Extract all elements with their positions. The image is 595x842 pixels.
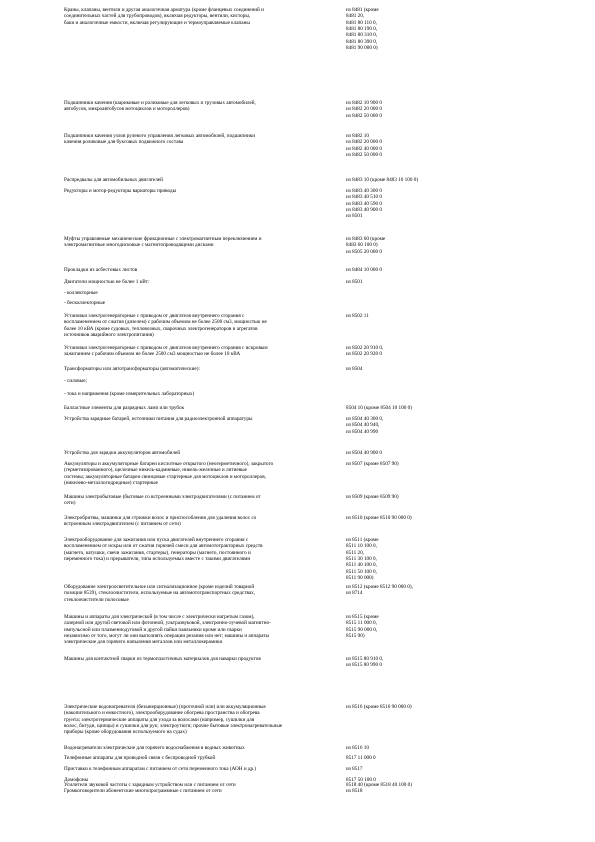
table-row: [64, 782, 534, 788]
description-line: стеклоочистители полосовые: [64, 596, 129, 603]
item-description: [64, 614, 346, 646]
code-line: из 8481 (кроме: [346, 7, 379, 13]
code-line: из 8502 20 920 0: [346, 351, 382, 358]
item-description: [64, 290, 346, 296]
item-description: [64, 704, 346, 736]
item-description: [64, 584, 346, 603]
description-line: Приставки к телефонным аппаратам с питанием от сети переменного тока (АОН и др.): [64, 766, 257, 772]
item-description: [64, 755, 346, 761]
table-row: [64, 279, 534, 285]
item-description: [64, 267, 346, 273]
description-line: баки и аналогичные емкости, включая регулирующие и термоуправляемые клапаны: [64, 19, 250, 26]
table-row: [64, 267, 534, 273]
code-line: 8511 10 100 0,: [346, 543, 377, 550]
table-row: [64, 755, 534, 761]
description-line: Подшипники качения (шариковые и роликовые для легковых и грузовых автомобилей,: [64, 100, 256, 106]
description-line: - бесколлекторные: [64, 300, 105, 306]
code-line: 8511 30 100 0,: [346, 556, 377, 563]
code-line: из 8483 10 (кроме 8483 10 100 0): [346, 177, 419, 183]
tn-ved-code: [346, 188, 526, 220]
item-description: [64, 100, 346, 119]
item-description: [64, 405, 346, 411]
description-line: соединительных частей для трубопроводов), включая редукторы, вентили, кисторы,: [64, 13, 251, 20]
description-line: Муфты управляемые механические фрикционные с электромагнитным переключением и: [64, 236, 262, 242]
code-line: из 8501: [346, 213, 363, 220]
description-line: - тока и напряжения (кроме измерительных лабораторных): [64, 391, 195, 397]
code-line: 8483 60 100 0): [346, 242, 378, 249]
item-description: [64, 494, 346, 507]
code-line: 8481 80 310 0,: [346, 32, 378, 39]
description-line: Балластные элементы для разрядных ламп или трубок: [64, 405, 185, 411]
table-row: [64, 100, 534, 119]
item-description: [64, 515, 346, 528]
code-line: из 8504 40 900 0: [346, 450, 382, 456]
tn-ved-code: [346, 755, 526, 761]
table-row: [64, 300, 534, 306]
description-line: Машины и аппараты для электрической (в том числе с электрически нагретым газом),: [64, 614, 255, 620]
item-description: [64, 279, 346, 285]
code-line: 8518 40 (кроме 8518 40 100 0): [346, 782, 412, 788]
description-line: Усилители звуковой частоты с зарядным устройством или с питанием от сети: [64, 782, 236, 788]
tn-ved-code: [346, 537, 526, 581]
table-row: [64, 450, 534, 456]
code-line: 8481 20,: [346, 13, 365, 20]
code-line: из 8504: [346, 366, 363, 372]
table-row: [64, 7, 534, 51]
code-line: 8481 80 190 0,: [346, 26, 378, 33]
description-line: Электрооборудование для зажигания или пуска двигателей внутреннего сгорания с: [64, 537, 249, 543]
item-description: [64, 177, 346, 183]
code-line: из 8483 40 510 0: [346, 194, 382, 201]
code-line: из 8502 20 910 0,: [346, 345, 384, 351]
tn-ved-code: [346, 100, 526, 119]
description-line: автобусов, микроавтобусов мотоциклов и мотороллеров): [64, 106, 190, 113]
table-row: [64, 656, 534, 669]
code-line: 8504 10 (кроме 8504 10 100 0): [346, 405, 412, 411]
description-line: Электрические водонагреватели (безынерционные) (проточной или) или аккумуляционные: [64, 704, 266, 710]
code-line: из 8507 (кроме 8507 90): [346, 461, 399, 467]
description-line: электромагнитные многодисковые с магнитопроводящими дисками: [64, 242, 214, 249]
table-row: [64, 515, 534, 528]
table-row: [64, 366, 534, 372]
item-description: [64, 391, 346, 397]
description-line: Прокладки из асбестовых листов: [64, 267, 138, 273]
tn-ved-code: [346, 378, 526, 384]
description-line: Распредвалы для автомобильных двигателей: [64, 177, 163, 183]
tn-ved-code: [346, 267, 526, 273]
description-line: Редукторы и мотор-редукторы вариаторы приводы: [64, 188, 177, 194]
description-line: Установки электрогенераторные с приводом от двигателя внутреннего сгорания с: [64, 313, 245, 319]
description-line: (накопительного и емкостного), электрооборудование обогрева пространства и обогрева: [64, 710, 260, 717]
description-line: позиции 8539), стеклоочистители, используемые на автомототранспортных средствах,: [64, 590, 256, 597]
description-line: Трансформаторы или автотрансформаторы (автоматические):: [64, 366, 200, 372]
code-line: 8511 40 100 0,: [346, 562, 377, 569]
item-description: [64, 656, 346, 669]
code-line: 8517 50 100 0: [346, 777, 376, 783]
code-line: 8511 20,: [346, 549, 364, 556]
code-line: из 8714: [346, 590, 363, 597]
description-line: Водонагреватели электрические для горячего водоснабжения в водных животных: [64, 745, 245, 751]
description-line: независимо от того, могут ли они выполнять операции резания или нет; машины и аппараты: [64, 633, 270, 640]
tn-ved-code: [346, 177, 526, 183]
code-line: из 8483 40 590 0: [346, 200, 382, 207]
description-line: Электробритвы, машинки для стрижки волос и приспособления для удаления волос со: [64, 515, 257, 521]
tn-ved-code: [346, 7, 526, 51]
item-description: [64, 313, 346, 338]
description-line: - коллекторные: [64, 290, 98, 296]
code-line: 8515 11 000 0,: [346, 620, 377, 627]
code-line: 8481 80 110 0,: [346, 19, 377, 26]
tn-ved-code: [346, 461, 526, 486]
item-description: [64, 745, 346, 751]
table-row: [64, 766, 534, 772]
code-line: 8517 11 000 0: [346, 755, 376, 761]
table-row: [64, 378, 534, 384]
code-line: из 8517: [346, 766, 363, 772]
description-line: источников аварийного электропитания): [64, 332, 154, 339]
description-line: встроенным электродвигателем (с питанием от сети): [64, 521, 181, 528]
description-line: переменного тока) и прерыватели, типа используемых вместе с такими двигателями: [64, 556, 251, 563]
description-line: - силовые;: [64, 378, 87, 384]
item-description: [64, 766, 346, 772]
description-line: системы; аккумуляторные батареи свинцовые стартерные для мотоциклов и мотороллеров,: [64, 473, 266, 480]
table-row: [64, 704, 534, 736]
tn-ved-code: [346, 766, 526, 772]
description-line: Домофоны: [64, 777, 89, 783]
code-line: из 8482 20 000 0: [346, 139, 382, 146]
description-line: Телефонные аппараты для проводной связи с беспроводной трубкой: [64, 755, 216, 761]
code-line: из 8482 50 000 0: [346, 112, 382, 119]
code-line: из 8504 40 300 0,: [346, 416, 384, 422]
tn-ved-code: [346, 366, 526, 372]
table-row: [64, 788, 534, 794]
description-line: Устройства зарядные батарей, источники питания для радиоэлектронной аппаратуры: [64, 416, 253, 422]
code-line: 8511 50 100 0,: [346, 568, 377, 575]
item-description: [64, 450, 346, 456]
code-line: из 8515 (кроме: [346, 614, 379, 620]
description-line: зажиганием с рабочим объемом не более 2500 см3 мощностью не более 10 кВА: [64, 351, 241, 358]
code-line: из 8482 50 000 0: [346, 152, 382, 159]
description-line: Машины для контактной сварки из термопластичных материалов для наварки продуктов: [64, 656, 261, 662]
code-line: из 8482 20 000 0: [346, 106, 382, 113]
table-row: [64, 537, 534, 581]
table-row: [64, 405, 534, 411]
description-line: (герметизированного), щелочные никель-кадмиевые, никель-железные и литиевые: [64, 467, 247, 474]
description-line: воспламенением от сжатия (дизелем) с рабочим объемом не более 2500 см3, мощностью не: [64, 319, 267, 326]
description-line: Аккумуляторы и аккумуляторные батареи кислотные открытого (неогерметичного), закрытого: [64, 461, 274, 467]
code-line: из 8482 10 900 0: [346, 100, 382, 106]
code-line: 8481 80 390 0,: [346, 38, 378, 45]
item-description: [64, 461, 346, 486]
description-line: Установки электрогенераторные с приводом от двигателя внутреннего сгорания с искровым: [64, 345, 268, 351]
code-line: из 8518: [346, 788, 363, 794]
code-line: из 8484 10 000 0: [346, 267, 382, 273]
code-line: из 8482 10: [346, 133, 369, 139]
description-line: более 10 кВА (кроме судовых, тепловозных, сварочных электрогенераторов и агрегатов: [64, 325, 258, 332]
tn-ved-code: [346, 450, 526, 456]
code-line: из 8482 40 000 0: [346, 145, 382, 152]
code-line: из 8510 (кроме 8510 90 000 0): [346, 515, 412, 521]
code-line: 8511 90 000): [346, 575, 374, 582]
description-line: электрические для горячего напыления металлов или металлокерамики: [64, 639, 223, 646]
description-line: Оборудование электроосветительное или сигнализационное (кроме изделий товарной: [64, 584, 255, 590]
description-line: приборы (кроме оборудования используемого на судах): [64, 729, 187, 736]
tn-ved-code: [346, 236, 526, 255]
tn-ved-code: [346, 788, 526, 794]
code-line: из 8483 40 900 0: [346, 207, 382, 214]
tn-ved-code: [346, 313, 526, 338]
code-line: из 8504 40 990: [346, 428, 379, 435]
tn-ved-code: [346, 300, 526, 306]
code-line: из 8509 (кроме 8509 90): [346, 494, 399, 500]
item-description: [64, 782, 346, 788]
table-row: [64, 391, 534, 397]
item-description: [64, 236, 346, 255]
code-line: из 8512 (кроме 8512 90 000 0),: [346, 584, 413, 590]
tn-ved-code: [346, 416, 526, 435]
tn-ved-code: [346, 405, 526, 411]
tn-ved-code: [346, 656, 526, 669]
table-row: [64, 584, 534, 603]
item-description: [64, 537, 346, 581]
code-line: из 8515 80 990 0: [346, 662, 382, 669]
code-line: из 8515 80 910 0,: [346, 656, 384, 662]
table-row: [64, 133, 534, 158]
code-line: из 8483 40 300 0: [346, 188, 382, 194]
code-line: из 8504 40 940,: [346, 422, 380, 429]
tn-ved-code: [346, 515, 526, 528]
table-row: [64, 177, 534, 183]
item-description: [64, 300, 346, 306]
description-line: Двигатели мощностью не более 1 кВт:: [64, 279, 150, 285]
description-line: воспламенением от искры или от сжатия горючей смеси для автомототракторных средств: [64, 543, 263, 550]
description-line: Подшипники качения узлов рулевого управления легковых автомобилей, подшипники: [64, 133, 256, 139]
description-line: Устройства для зарядки аккумуляторов автомобилей: [64, 450, 181, 456]
description-line: импульсной или плазменнодуговой и другой пайки паяльники кроме или сварки: [64, 626, 242, 633]
tn-ved-code: [346, 584, 526, 603]
description-line: Машины электробытовые (бытовые со встроенными электродвигателями (с питанием от: [64, 494, 261, 500]
description-line: грунта; электротермические аппараты для ухода за волосами (например, сушилки для: [64, 716, 255, 723]
code-line: из 8501: [346, 279, 363, 285]
tn-ved-code: [346, 345, 526, 358]
description-line: Краны, клапаны, вентили и другая аналогичная арматура (кроме фланцевых соединений и: [64, 7, 264, 13]
table-row: [64, 290, 534, 296]
description-line: качения роликовые для буксовых подвижного состава: [64, 139, 184, 146]
item-description: [64, 188, 346, 220]
code-line: 8481 90 000 0): [346, 45, 378, 52]
table-row: [64, 345, 534, 358]
table-row: [64, 416, 534, 435]
tn-ved-code: [346, 704, 526, 736]
table-row: [64, 188, 534, 220]
description-line: лазерной или другой световой или фотонной, ультразвуковой, электронно-лучевой магнитно-: [64, 620, 271, 627]
item-description: [64, 7, 346, 51]
tn-ved-code: [346, 494, 526, 507]
code-line: из 8483 60 (кроме: [346, 236, 386, 242]
code-line: из 8511 (кроме: [346, 537, 379, 543]
tn-ved-code: [346, 290, 526, 296]
item-description: [64, 345, 346, 358]
item-description: [64, 788, 346, 794]
code-line: 8515 90): [346, 633, 365, 640]
code-line: из 8502 11: [346, 313, 369, 319]
tn-ved-code: [346, 279, 526, 285]
table-row: [64, 494, 534, 507]
tn-ved-code: [346, 133, 526, 158]
description-line: (никелево-металлогидридные) стартерные: [64, 480, 158, 487]
table-row: [64, 461, 534, 486]
code-line: из 8516 10: [346, 745, 369, 751]
table-row: [64, 313, 534, 338]
code-line: из 8516 (кроме 8516 90 000 0): [346, 704, 412, 710]
table-row: [64, 745, 534, 751]
code-line: 8515 90 000 0,: [346, 626, 378, 633]
item-description: [64, 416, 346, 435]
item-description: [64, 133, 346, 158]
tn-ved-code: [346, 782, 526, 788]
tn-ved-code: [346, 745, 526, 751]
description-line: сети): [64, 500, 76, 507]
description-line: (магнето, катушки, свечи зажигания, стартеры), генераторы (магнето, постоянного и: [64, 549, 251, 556]
item-description: [64, 378, 346, 384]
tn-ved-code: [346, 614, 526, 646]
description-line: Громкоговорители абонентские многопрограммные с питанием от сети: [64, 788, 222, 794]
table-row: [64, 614, 534, 646]
description-line: волос, бигуди, щипцы) и сушилки для рук; электроутюги; прочие бытовые электронагревательные: [64, 723, 283, 730]
item-description: [64, 366, 346, 372]
code-line: из 8505 20 000 0: [346, 248, 382, 255]
table-row: [64, 236, 534, 255]
tn-ved-code: [346, 391, 526, 397]
